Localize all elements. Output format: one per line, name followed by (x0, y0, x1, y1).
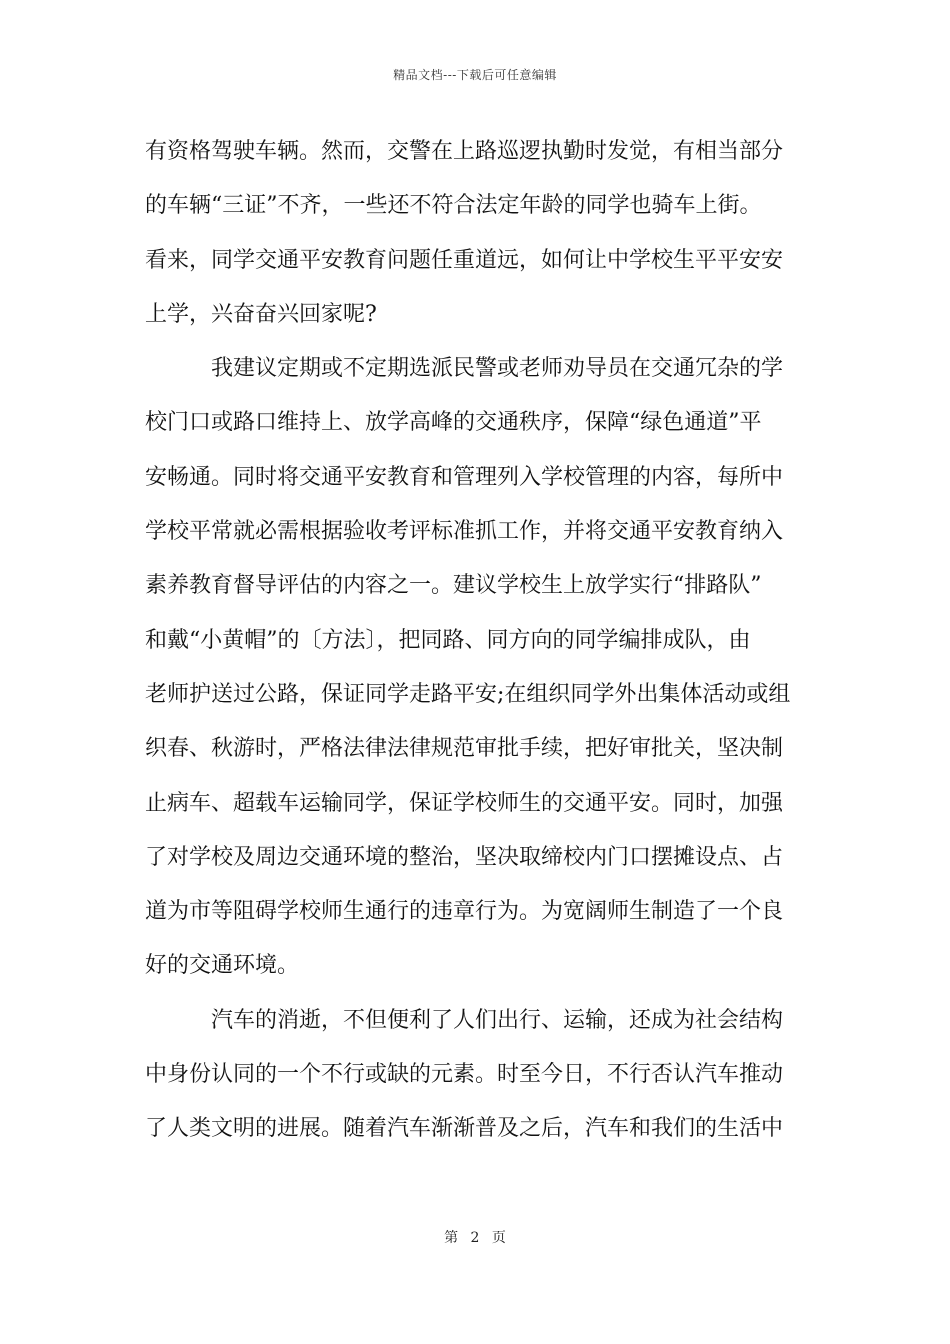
paragraph-start-line: 我建议定期或不定期选派民警或老师劝导员在交通冗杂的学 (211, 356, 784, 382)
text-line: 好的交通环境。 (145, 953, 300, 979)
text-line: 道为市等阻碍学校师生通行的违章行为。为宽阔师生制造了一个良 (145, 899, 784, 925)
paragraph-start-line: 汽车的消逝，不但便利了人们出行、运输，还成为社会结构 (211, 1007, 784, 1033)
text-line: 有资格驾驶车辆。然而，交警在上路巡逻执勤时发觉，有相当部分 (145, 139, 784, 164)
page-header: 精品文档---下载后可任意编辑 (393, 68, 557, 82)
text-line: 中身份认同的一个不行或缺的元素。时至今日，不行否认汽车推动 (145, 1062, 784, 1088)
text-line: 看来，同学交通平安教育问题任重道远，如何让中学校生平平安安 (145, 247, 784, 273)
text-line: 校门口或路口维持上、放学高峰的交通秩序，保障“绿色通道”平 (145, 410, 762, 436)
text-line: 的车辆“三证”不齐，一些还不符合法定年龄的同学也骑车上街。 (145, 193, 762, 219)
text-line: 了对学校及周边交通环境的整治，坚决取缔校内门口摆摊设点、占 (145, 844, 784, 870)
text-line: 织春、秋游时，严格法律法律规范审批手续，把好审批关，坚决制 (145, 736, 784, 762)
page-footer (0, 1227, 950, 1247)
text-line: 老师护送过公路，保证同学走路平安;在组织同学外出集体活动或组 (145, 681, 791, 707)
text-line: 安畅通。同时将交通平安教育和管理列入学校管理的内容，每所中 (145, 464, 784, 490)
page-label-suffix: 页 (491, 1230, 506, 1246)
text-line: 了人类文明的进展。随着汽车渐渐普及之后，汽车和我们的生活中 (145, 1116, 784, 1142)
text-line: 上学，兴奋奋兴回家呢? (145, 301, 377, 327)
text-line: 学校平常就必需根据验收考评标准抓工作，并将交通平安教育纳入 (145, 519, 784, 545)
text-line: 素养教育督导评估的内容之一。建议学校生上放学实行“排路队” (145, 573, 762, 599)
document-body (145, 132, 807, 1164)
page-number: 2 (470, 1230, 480, 1246)
page-label-prefix: 第 (444, 1230, 459, 1246)
text-line: 止病车、超载车运输同学，保证学校师生的交通平安。同时，加强 (145, 790, 784, 816)
text-line: 和戴“小黄帽”的〔方法〕，把同路、同方向的同学编排成队，由 (145, 627, 751, 653)
